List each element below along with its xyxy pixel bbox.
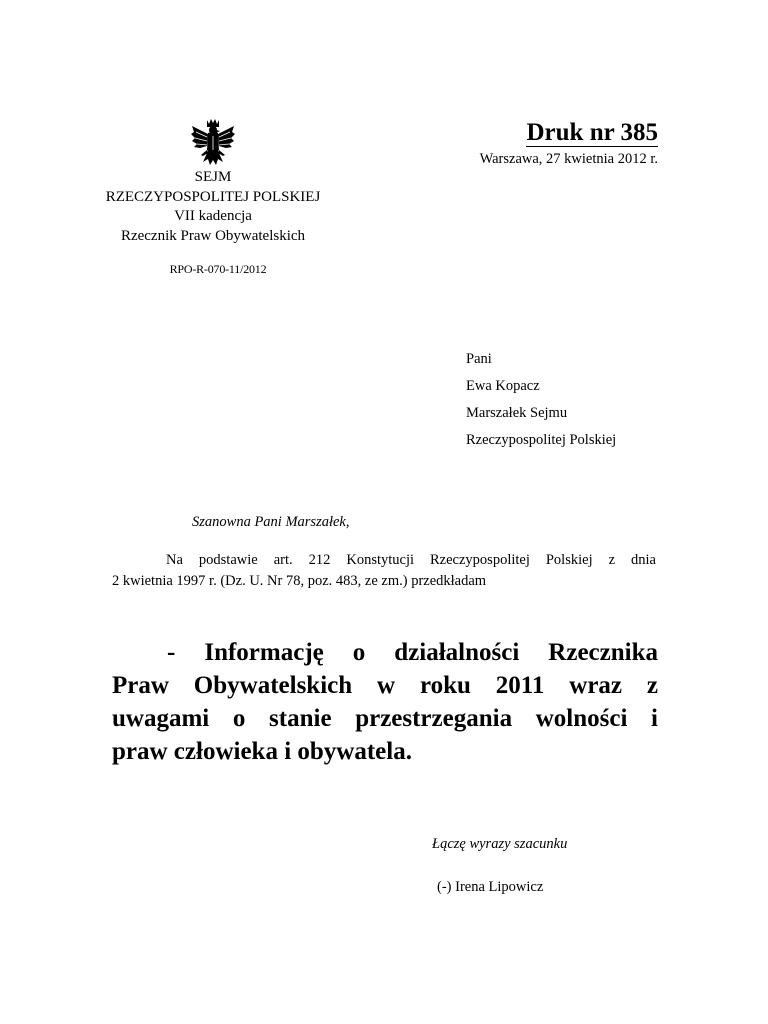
sender-line: RZECZYPOSPOLITEJ POLSKIEJ <box>105 188 321 205</box>
white-eagle-emblem-icon <box>190 118 236 170</box>
addressee-line: Rzeczypospolitej Polskiej <box>466 432 617 448</box>
heading-line: Praw Obywatelskich w roku 2011 wraz z <box>112 672 658 699</box>
signature: (-) Irena Lipowicz <box>437 879 544 895</box>
heading-line: - Informację o działalności Rzecznika <box>167 639 658 666</box>
heading-line: uwagami o stanie przestrzegania wolności i <box>112 705 658 732</box>
addressee-block <box>466 351 616 459</box>
body-paragraph <box>112 550 656 592</box>
salutation: Szanowna Pani Marszałek, <box>192 514 350 530</box>
document-number: Druk nr 385 <box>526 119 658 146</box>
sender-line: VII kadencja <box>174 208 252 224</box>
sender-line: Rzecznik Praw Obywatelskich <box>120 227 306 244</box>
closing-phrase: Łączę wyrazy szacunku <box>432 836 568 852</box>
body-line: Na podstawie art. 212 Konstytucji Rzeczypospolitej Polskiej z dnia <box>166 552 656 568</box>
sender-line: SEJM <box>194 169 232 185</box>
sender-block <box>84 168 342 246</box>
letter-date: Warszawa, 27 kwietnia 2012 r. <box>479 151 658 167</box>
body-line: 2 kwietnia 1997 r. (Dz. U. Nr 78, poz. 483, ze zm.) przedkładam <box>112 573 487 589</box>
addressee-line: Ewa Kopacz <box>466 378 540 394</box>
addressee-line: Pani <box>466 351 492 367</box>
reference-number: RPO-R-070-11/2012 <box>169 262 267 276</box>
addressee-line: Marszałek Sejmu <box>466 405 568 421</box>
heading-line: praw człowieka i obywatela. <box>112 738 412 765</box>
document-subject-heading <box>112 636 658 768</box>
